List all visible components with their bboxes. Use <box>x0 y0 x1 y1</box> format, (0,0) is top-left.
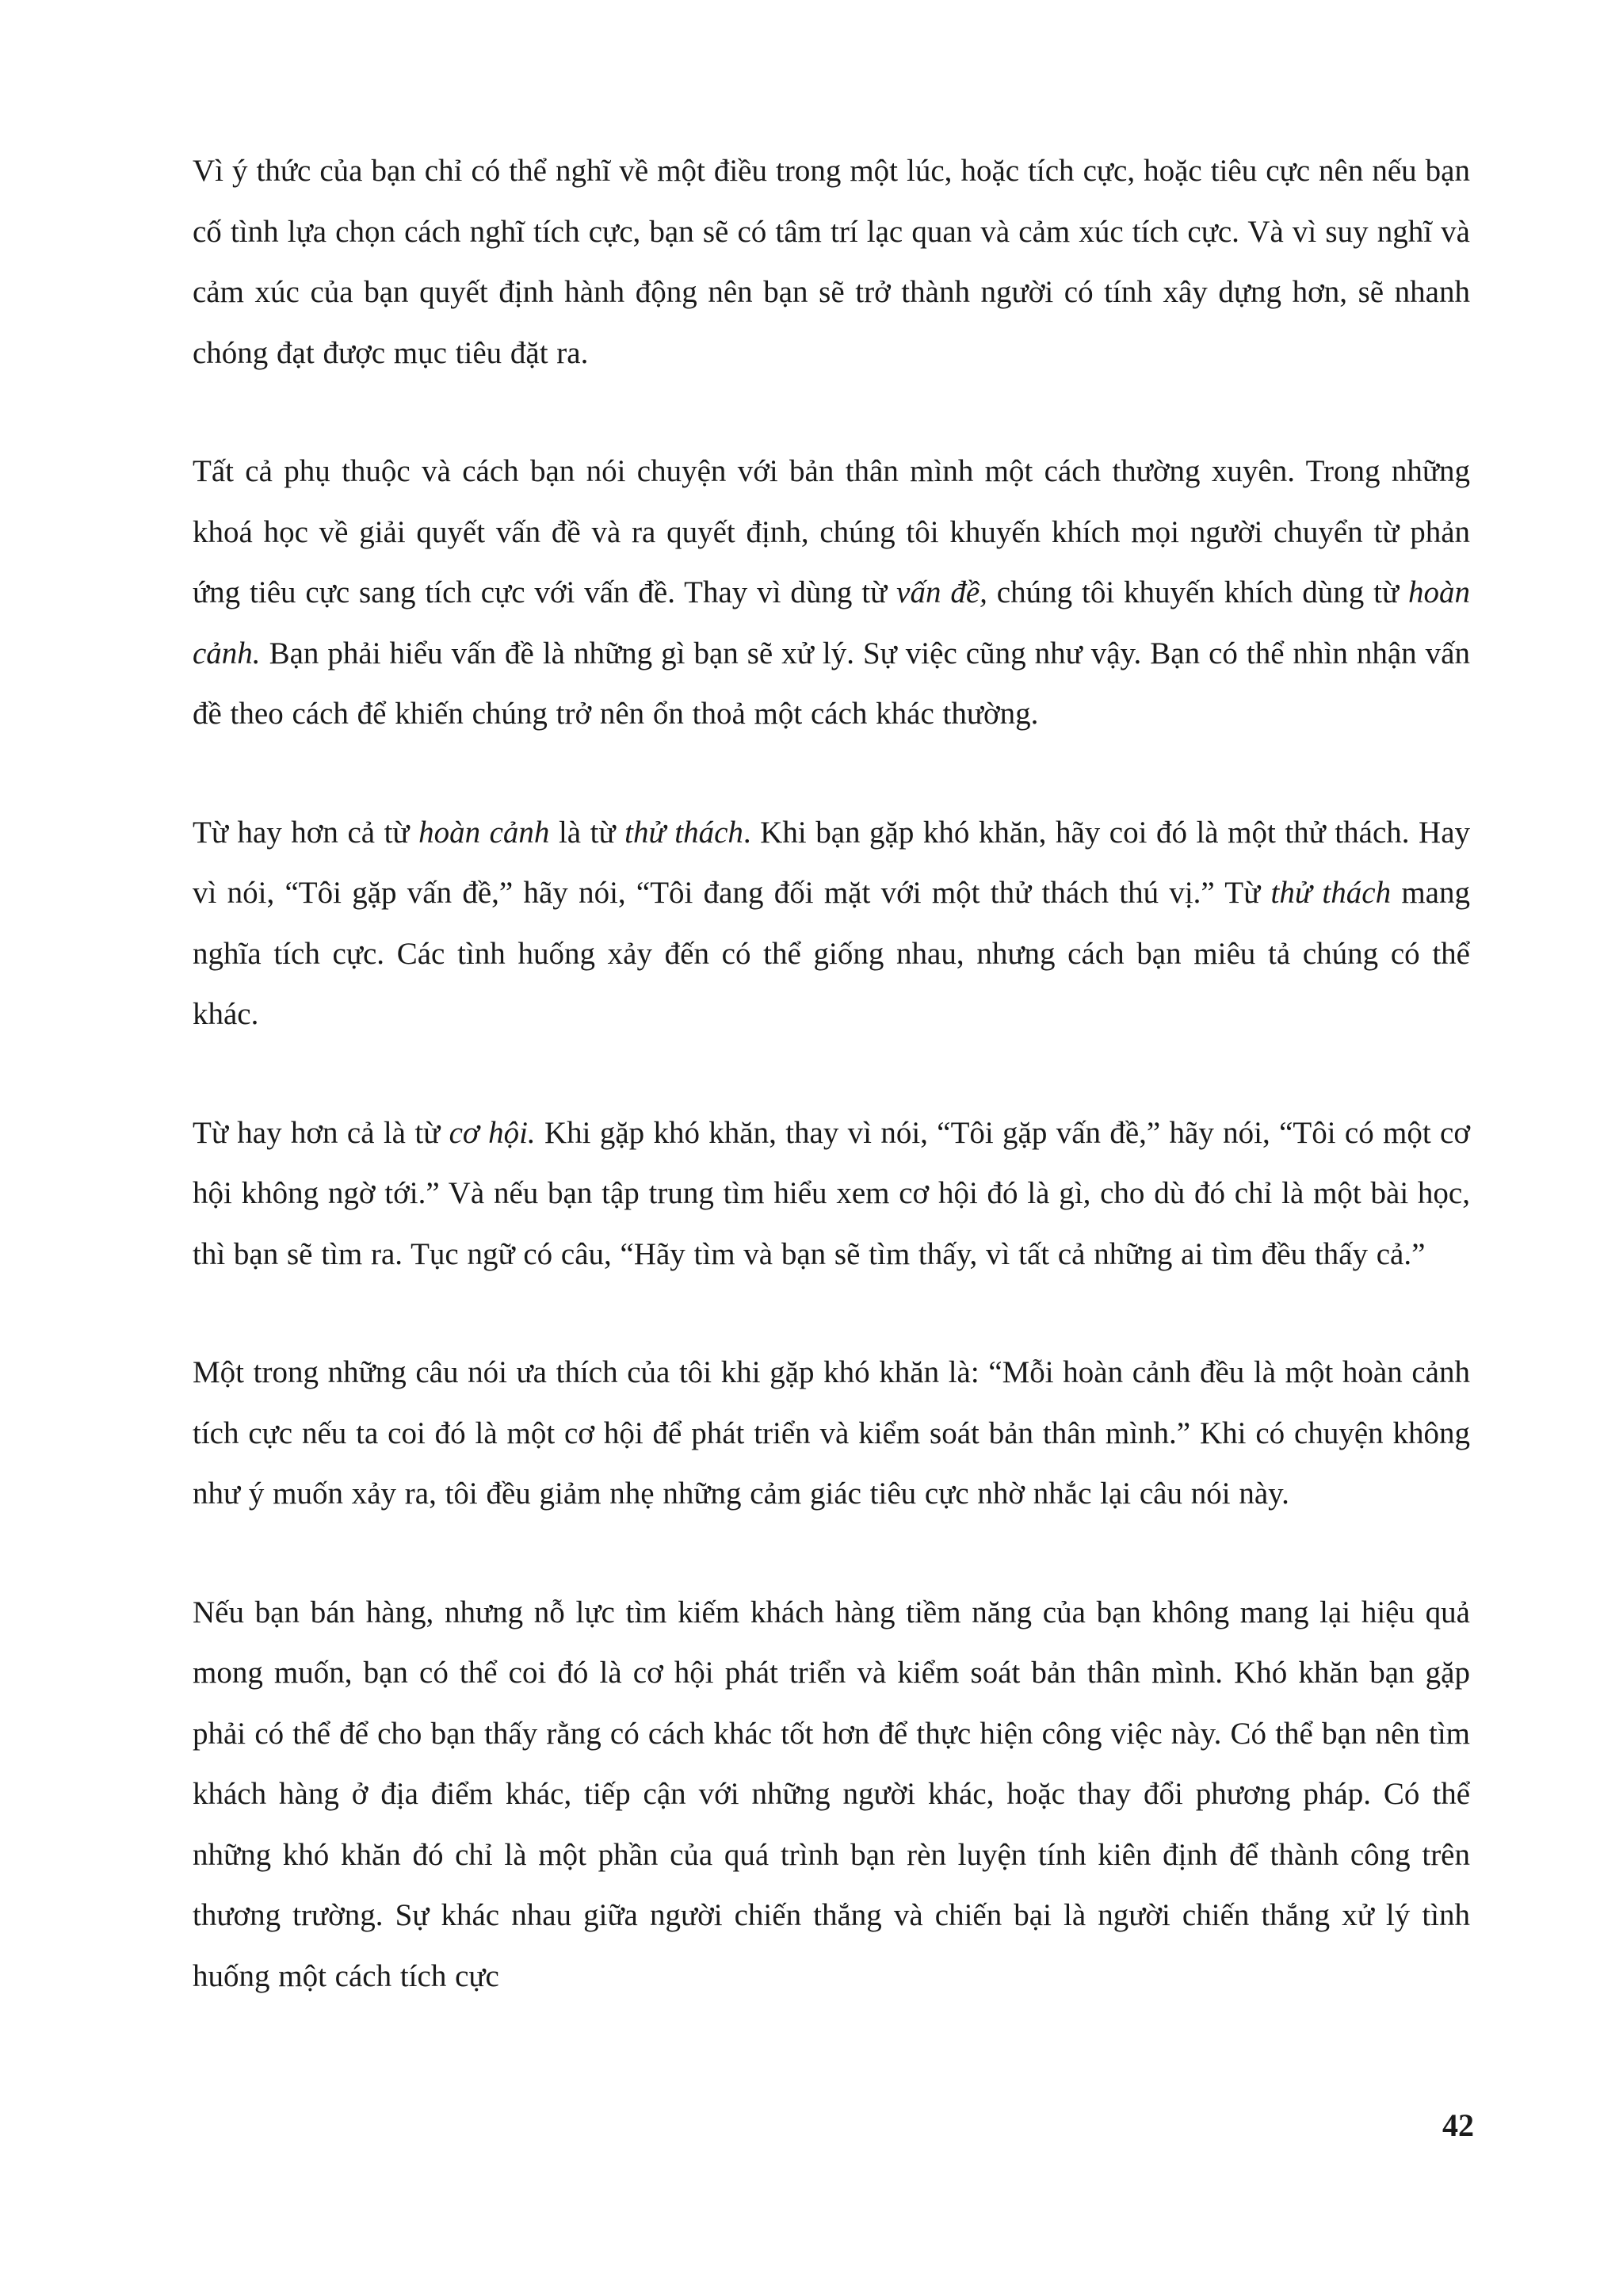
paragraph <box>193 1103 1470 1286</box>
text-run: Bạn phải hiểu vấn đề là những gì bạn sẽ xử lý. Sự việc cũng như vậy. Bạn có thể nhìn nhận vấn đề theo cách để khiến chúng trở nên ổn thoả một cách khác thường. <box>193 636 1470 731</box>
italic-term: cơ hội. <box>449 1115 536 1150</box>
paragraph <box>193 441 1470 745</box>
italic-term: thử thách <box>624 815 743 850</box>
text-run: Từ hay hơn cả là từ <box>193 1115 449 1150</box>
page-number: 42 <box>1442 2107 1474 2143</box>
body-text <box>193 141 1470 2007</box>
italic-term: hoàn cảnh. <box>193 575 1470 670</box>
text-run: Nếu bạn bán hàng, nhưng nỗ lực tìm kiếm khách hàng tiềm năng của bạn không mang lại hiệu quả mong muốn, bạn có thể coi đó là cơ hội phát triển và kiểm soát bản thân mình. Khó khăn bạn gặp phải có thể để cho bạn thấy rằng có cách khác tốt hơn để thực hiện công việc này. Có thể bạn nên tìm khách hàng ở địa điểm khác, tiếp cận với những người khác, hoặc thay đổi phương pháp. Có thể những khó khăn đó chỉ là một phần của quá trình bạn rèn luyện tính kiên định để thành công trên thương trường. Sự khác nhau giữa người chiến thắng và chiến bại là người chiến thắng xử lý tình huống một cách tích cực <box>193 1595 1470 1993</box>
text-run: là từ <box>549 815 625 850</box>
text-run: Vì ý thức của bạn chỉ có thể nghĩ về một điều trong một lúc, hoặc tích cực, hoặc tiêu cực nên nếu bạn cố tình lựa chọn cách nghĩ tích cực, bạn sẽ có tâm trí lạc quan và cảm xúc tích cực. Và vì suy nghĩ và cảm xúc của bạn quyết định hành động nên bạn sẽ trở thành người có tính xây dựng hơn, sẽ nhanh chóng đạt được mục tiêu đặt ra. <box>193 154 1470 370</box>
text-run: mang nghĩa tích cực. Các tình huống xảy đến có thể giống nhau, nhưng cách bạn miêu tả chúng có thể khác. <box>193 876 1470 1031</box>
text-run: . Khi bạn gặp khó khăn, hãy coi đó là một thử thách. Hay vì nói, “Tôi gặp vấn đề,” hãy nói, “Tôi đang đối mặt với một thử thách thú vị.” Từ <box>193 815 1471 910</box>
italic-term: thử thách <box>1270 876 1392 910</box>
paragraph <box>193 141 1470 384</box>
text-run: Từ hay hơn cả từ <box>193 815 419 850</box>
italic-term: vấn đề, <box>896 575 987 609</box>
paragraph <box>193 1583 1470 2008</box>
italic-term: hoàn cảnh <box>418 815 550 850</box>
text-run: Tất cả phụ thuộc và cách bạn nói chuyện với bản thân mình một cách thường xuyên. Trong những khoá học về giải quyết vấn đề và ra quyết định, chúng tôi khuyến khích mọi người chuyển từ phản ứng tiêu cực sang tích cực với vấn đề. Thay vì dùng từ <box>193 454 1470 609</box>
paragraph <box>193 803 1470 1045</box>
text-run: Một trong những câu nói ưa thích của tôi khi gặp khó khăn là: “Mỗi hoàn cảnh đều là một hoàn cảnh tích cực nếu ta coi đó là một cơ hội để phát triển và kiểm soát bản thân mình.” Khi có chuyện không như ý muốn xảy ra, tôi đều giảm nhẹ những cảm giác tiêu cực nhờ nhắc lại câu nói này. <box>193 1355 1470 1511</box>
text-run: Khi gặp khó khăn, thay vì nói, “Tôi gặp vấn đề,” hãy nói, “Tôi có một cơ hội không ngờ tới.” Và nếu bạn tập trung tìm hiểu xem cơ hội đó là gì, cho dù đó chỉ là một bài học, thì bạn sẽ tìm ra. Tục ngữ có câu, “Hãy tìm và bạn sẽ tìm thấy, vì tất cả những ai tìm đều thấy cả.” <box>193 1115 1470 1271</box>
text-run: chúng tôi khuyến khích dùng từ <box>987 575 1408 609</box>
paragraph <box>193 1343 1470 1525</box>
